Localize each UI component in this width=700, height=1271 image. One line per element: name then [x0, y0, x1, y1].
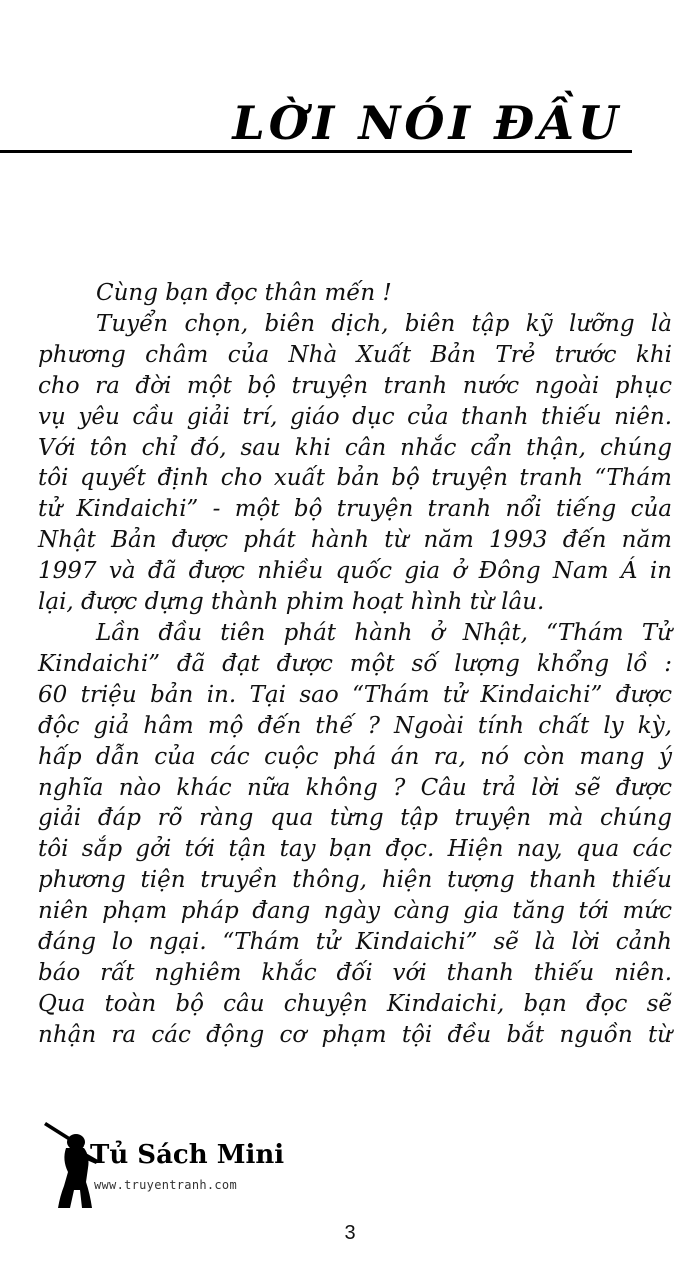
text-line: Qua toàn bộ câu chuyện Kindaichi, bạn đọc sẽ — [38, 990, 672, 1017]
text-line: Lần đầu tiên phát hành ở Nhật, “Thám Tử — [96, 619, 672, 646]
text-line: Nhật Bản được phát hành từ năm 1993 đến năm — [38, 527, 672, 554]
publisher-logo — [44, 1116, 284, 1212]
text-line: đáng lo ngại. “Thám tử Kindaichi” sẽ là lời cảnh — [38, 929, 672, 956]
text-line: Kindaichi” đã đạt được một số lượng khổng lồ : — [38, 650, 672, 677]
text-line: phương châm của Nhà Xuất Bản Trẻ trước khi — [38, 341, 672, 368]
text-line: hấp dẫn của các cuộc phá án ra, nó còn mang ý — [38, 743, 672, 770]
text-line: 60 triệu bản in. Tại sao “Thám tử Kindaichi” được — [38, 681, 672, 708]
logo-url: www.truyentranh.com — [94, 1178, 237, 1192]
text-line: vụ yêu cầu giải trí, giáo dục của thanh thiếu niên. — [38, 403, 672, 430]
text-line: cho ra đời một bộ truyện tranh nước ngoài phục — [38, 372, 672, 399]
text-line: giải đáp rõ ràng qua từng tập truyện mà chúng — [38, 805, 672, 832]
text-line-paragraph-end: lại, được dựng thành phim hoạt hình từ lâu. — [38, 589, 545, 616]
text-line: 1997 và đã được nhiều quốc gia ở Đông Nam Á in — [38, 558, 672, 585]
page-number: 3 — [344, 1222, 356, 1244]
title-underline — [0, 150, 632, 153]
text-line: Với tôn chỉ đó, sau khi cân nhắc cẩn thận, chúng — [38, 434, 672, 461]
text-line: tôi sắp gởi tới tận tay bạn đọc. Hiện nay, qua các — [38, 836, 672, 863]
page-title: LỜI NÓI ĐẦU — [232, 96, 622, 150]
text-line: niên phạm pháp đang ngày càng gia tăng tới mức — [38, 898, 672, 925]
text-line: tôi quyết định cho xuất bản bộ truyện tranh “Thám — [38, 465, 672, 492]
text-line: tử Kindaichi” - một bộ truyện tranh nổi tiếng của — [38, 496, 672, 523]
text-line: nhận ra các động cơ phạm tội đều bắt nguồn từ — [38, 1021, 672, 1048]
text-line: Tuyển chọn, biên dịch, biên tập kỹ lưỡng là — [96, 310, 672, 337]
text-line: nghĩa nào khác nữa không ? Câu trả lời sẽ được — [38, 774, 672, 801]
text-line: báo rất nghiêm khắc đối với thanh thiếu niên. — [38, 959, 672, 986]
preface-body — [38, 278, 672, 1051]
text-line: phương tiện truyền thông, hiện tượng thanh thiếu — [38, 867, 672, 894]
text-line-salutation: Cùng bạn đọc thân mến ! — [96, 280, 392, 306]
logo-title: Tủ Sách Mini — [90, 1140, 285, 1170]
text-line: độc giả hâm mộ đến thế ? Ngoài tính chất ly kỳ, — [38, 712, 672, 739]
